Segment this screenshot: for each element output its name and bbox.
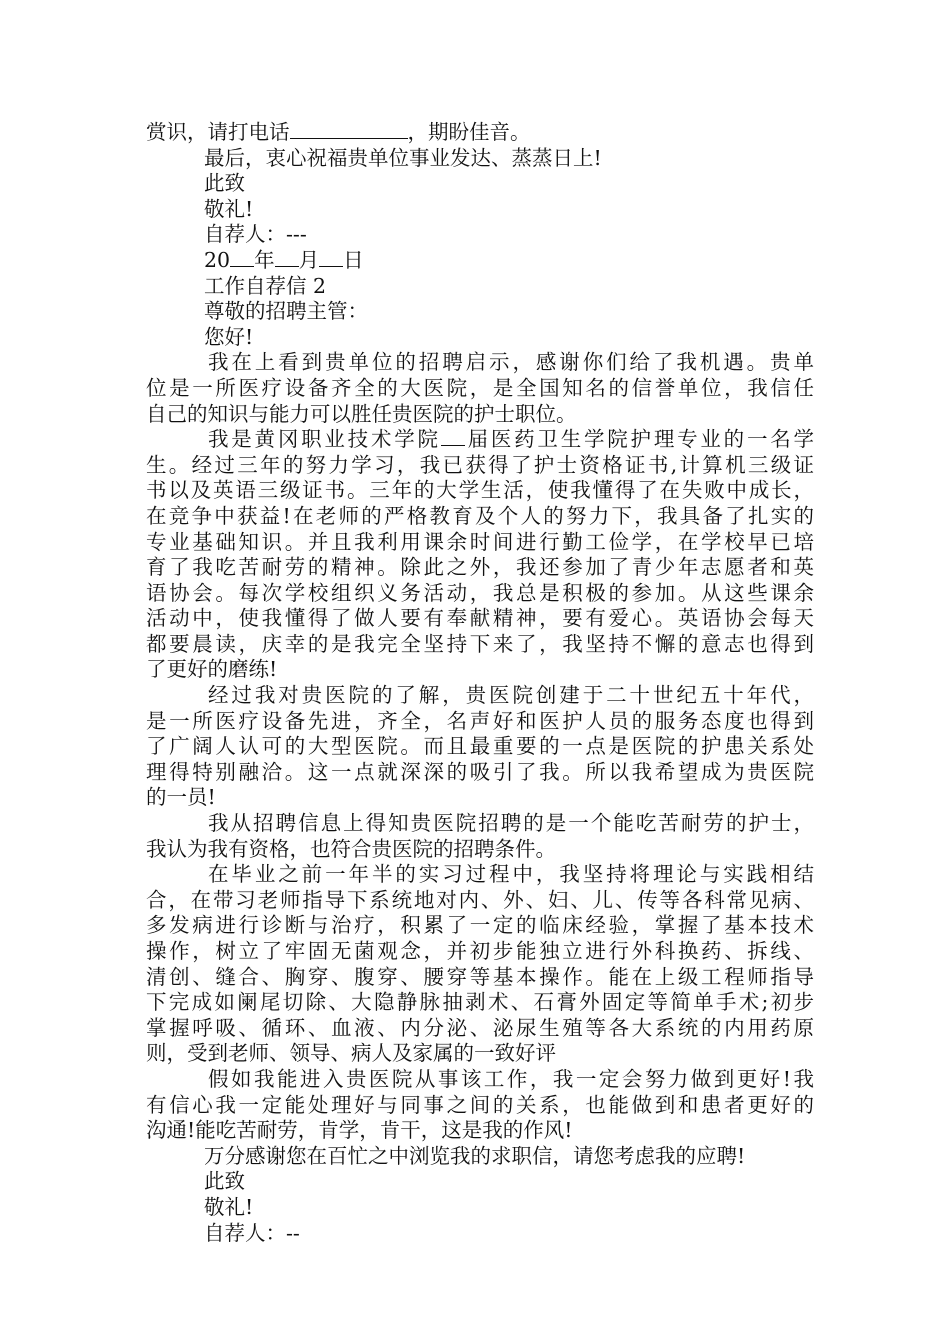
closing-line-2: 敬礼! [204,1194,254,1219]
school-blank [441,428,465,446]
body-line: 了更好的磨练! [146,657,278,682]
letter2-greeting: 您好! [204,324,254,349]
body-line: 经过我对贵医院的了解，贵医院创建于二十世纪五十年代， [208,683,814,708]
body-line: 书以及英语三级证书。三年的大学生活，使我懂得了在失败中成长， [146,478,814,503]
signer-line: 自荐人：--- [204,222,307,247]
phone-text-after: ，期盼佳音。 [407,120,531,144]
date-prefix: 20 [204,247,231,272]
body-line: 自己的知识与能力可以胜任贵医院的护士职位。 [146,401,577,426]
phone-line [146,120,814,146]
body-line: 位是一所医疗设备齐全的大医院，是全国知名的信誉单位，我信任 [146,375,814,400]
body-line-school [146,427,814,453]
body-line: 语协会。每次学校组织义务活动，我总是积极的参加。从这些课余 [146,580,814,605]
letter2-salutation: 尊敬的招聘主管： [204,299,368,324]
body-line: 沟通!能吃苦耐劳，肯学，肯干，这是我的作风! [146,1118,573,1143]
wishes-line: 最后，衷心祝福贵单位事业发达、蒸蒸日上! [204,145,602,170]
letter2-title: 工作自荐信 2 [204,273,327,298]
body-line: 我认为我有资格，也符合贵医院的招聘条件。 [146,836,556,861]
school-prefix: 我是黄冈职业技术学院 [208,427,441,452]
phone-text-before: 赏识，请打电话 [146,120,290,144]
body-line: 都要晨读，庆幸的是我完全坚持下来了，我坚持不懈的意志也得到 [146,631,814,656]
phone-blank [290,121,408,139]
body-line: 了广阔人认可的大型医院。而且最重要的一点是医院的护患关系处 [146,734,814,759]
closing-line-1: 此致 [204,1169,245,1194]
date-day-label: 日 [343,247,364,272]
school-suffix: 届医药卫生学院护理专业的一名学 [464,427,815,452]
body-line: 操作，树立了牢固无菌观念，并初步能独立进行外科换药、拆线、 [146,939,814,963]
body-line: 活动中，使我懂得了做人要有奉献精神，要有爱心。英语协会每天 [146,606,814,631]
body-line: 理得特别融洽。这一点就深深的吸引了我。所以我希望成为贵医院 [146,759,814,784]
body-line: 我从招聘信息上得知贵医院招聘的是一个能吃苦耐劳的护士， [208,811,814,836]
body-line: 假如我能进入贵医院从事该工作，我一定会努力做到更好!我 [208,1066,814,1091]
body-line: 清创、缝合、胸穿、腹穿、腰穿等基本操作。能在上级工程师指导 [146,964,814,989]
body-line: 的一员! [146,785,216,810]
body-line: 育了我吃苦耐劳的精神。除此之外，我还参加了青少年志愿者和英 [146,555,814,580]
date-year-label: 年 [254,247,275,272]
signer-line: 自荐人：-- [204,1220,300,1245]
year-blank [230,249,254,267]
body-line: 生。经过三年的努力学习，我已获得了护士资格证书,计算机三级证 [146,452,814,477]
closing-line-2: 敬礼! [204,196,254,221]
body-line: 我在上看到贵单位的招聘启示，感谢你们给了我机遇。贵单 [208,350,814,375]
body-line: 专业基础知识。并且我利用课余时间进行勤工俭学，在学校早已培 [146,529,814,554]
body-line: 多发病进行诊断与治疗，积累了一定的临床经验，掌握了基本技术 [146,913,814,938]
day-blank [319,249,343,267]
body-line: 在毕业之前一年半的实习过程中，我坚持将理论与实践相结 [208,862,814,887]
date-line [146,248,814,274]
body-line: 下完成如阑尾切除、大隐静脉抽剥术、石膏外固定等简单手术;初步 [146,990,814,1015]
body-line: 掌握呼吸、循环、血液、内分泌、泌尿生殖等各大系统的内用药原 [146,1015,814,1040]
thanks-line: 万分感谢您在百忙之中浏览我的求职信，请您考虑我的应聘! [204,1143,746,1168]
month-blank [275,249,299,267]
date-month-label: 月 [298,247,320,272]
body-line: 在竞争中获益!在老师的严格教育及个人的努力下，我具备了扎实的 [146,503,814,528]
body-line: 是一所医疗设备先进，齐全，名声好和医护人员的服务态度也得到 [146,708,814,733]
document-page [146,120,814,1246]
body-line: 则，受到老师、领导、病人及家属的一致好评 [146,1041,556,1066]
body-line: 有信心我一定能处理好与同事之间的关系，也能做到和患者更好的 [146,1092,814,1117]
closing-line-1: 此致 [204,171,245,196]
body-line: 合，在带习老师指导下系统地对内、外、妇、儿、传等各科常见病、 [146,887,814,912]
